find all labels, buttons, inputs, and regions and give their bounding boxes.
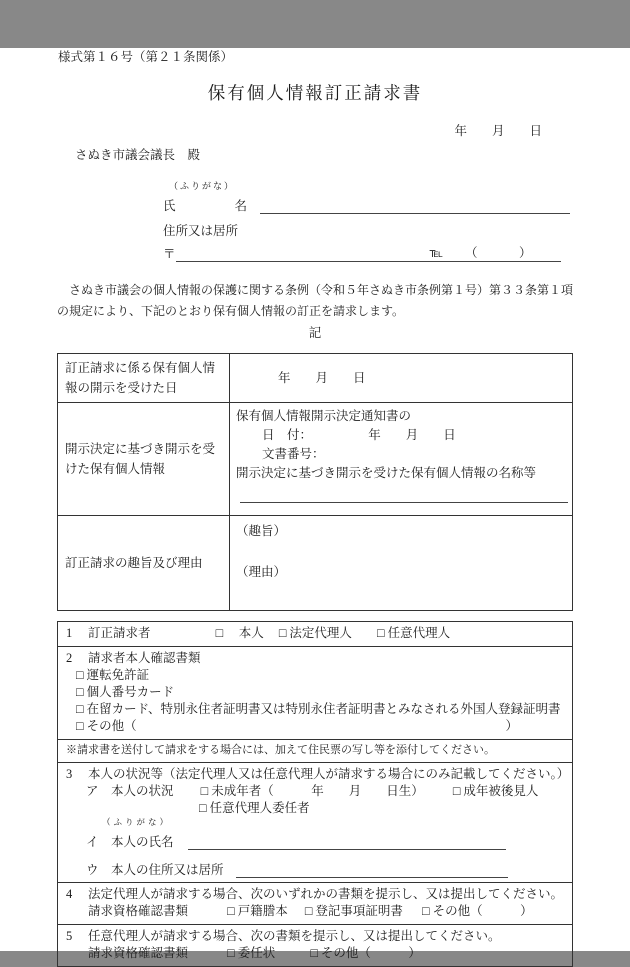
checkbox-untenmenkyosho[interactable]: □ — [76, 668, 84, 682]
table-row-voluntary-rep-docs — [58, 925, 573, 967]
checkbox-houtei-dairinin[interactable]: □ — [278, 626, 287, 640]
principal-address-write-line[interactable] — [236, 860, 508, 878]
principal-status-title — [66, 766, 570, 783]
item-number: 2 — [66, 651, 73, 665]
row-label: 訂正請求に係る保有個人情報の開示を受けた日 — [58, 354, 230, 403]
item-number: 3 — [66, 767, 73, 781]
checkbox-ininjo[interactable]: □ — [227, 946, 235, 960]
principal-name-row — [86, 828, 564, 850]
option-label: 本人 — [226, 626, 264, 640]
identity-docs-cell — [58, 647, 573, 740]
legal-rep-title — [66, 886, 564, 903]
option-label: その他（ — [86, 719, 137, 733]
checkbox-kojinbango-card[interactable]: □ — [76, 685, 84, 699]
option-sonota-4 — [422, 903, 533, 920]
item-title: 請求者本人確認書類 — [88, 651, 201, 665]
principal-status-cell — [58, 763, 573, 883]
docs-label: 請求資格確認書類 — [88, 946, 189, 960]
voluntary-rep-docs-cell — [58, 925, 573, 967]
item-number: 1 — [66, 626, 73, 640]
checkbox-sonota-5[interactable]: □ — [310, 946, 318, 960]
item-number: 5 — [66, 929, 73, 943]
disclosure-date-write-area[interactable]: 年 月 日 — [230, 354, 573, 403]
option-label: その他（ ） — [432, 904, 533, 918]
option-label: 任意代理人 — [387, 626, 451, 640]
option-label: 委任状 — [237, 946, 276, 960]
disclosed-name-write-line[interactable] — [240, 485, 568, 503]
gist-write-area[interactable]: （趣旨） — [236, 524, 287, 538]
option-label: 任意代理人委任者 — [209, 801, 310, 815]
option-label: その他（ ） — [320, 946, 421, 960]
page-title: 保有個人情報訂正請求書 — [207, 83, 423, 103]
date-blank-line: 年 月 日 — [454, 124, 542, 138]
item-number: 4 — [66, 887, 73, 901]
checkbox-miseinensha[interactable]: □ — [200, 784, 209, 798]
principal-status-options — [86, 783, 564, 800]
option-kojinbango-card — [76, 684, 564, 701]
sub-a-label: ア 本人の状況 — [86, 784, 174, 798]
form-number: 様式第１６号（第２１条関係） — [58, 50, 234, 64]
sub-u-label: ウ 本人の住所又は居所 — [86, 863, 224, 877]
option-label: 運転免許証 — [86, 668, 150, 682]
option-houtei-dairinin — [279, 625, 352, 642]
voluntary-rep-title — [66, 928, 564, 945]
item-title: 訂正請求者 — [88, 626, 151, 640]
option-label: 在留カード、特別永住者証明書又は特別永住者証明書とみなされる外国人登録証明書 — [86, 702, 561, 716]
docs-label: 請求資格確認書類 — [88, 904, 189, 918]
principal-address-row — [86, 856, 564, 878]
mailing-note-cell — [58, 740, 573, 763]
table-row-disclosure-date — [58, 354, 573, 403]
table-row-identity-docs — [58, 647, 573, 740]
intro-line-1: さぬき市議会の個人情報の保護に関する条例（令和５年さぬき市条例第１号）第３３条第１項 — [57, 283, 574, 297]
sub-i-label: イ 本人の氏名 — [86, 835, 174, 849]
tel-write-area[interactable]: （ ） — [465, 246, 533, 260]
option-honnin — [216, 625, 264, 642]
identity-docs-title — [66, 650, 564, 667]
table-row-principal-status — [58, 763, 573, 883]
option-untenmenkyosho — [76, 667, 564, 684]
intro-paragraph — [57, 280, 573, 322]
name-label — [163, 196, 247, 214]
checkbox-seinen-hikokennin[interactable]: □ — [452, 784, 461, 798]
disclosed-info-cell — [230, 403, 573, 516]
address-label: 住所又は居所 — [163, 224, 239, 238]
doc-number-write-area[interactable]: 文書番号： — [262, 447, 325, 461]
name-char-first: 氏 — [163, 199, 176, 213]
row-label: 開示決定に基づき開示を受けた保有個人情報 — [58, 403, 230, 516]
checkbox-kosekitohon[interactable]: □ — [227, 904, 235, 918]
option-tokijiko-shomeisho — [305, 903, 403, 920]
ki-heading: 記 — [308, 326, 322, 340]
furigana-label: （ふりがな） — [102, 817, 172, 827]
postal-mark: 〒 — [163, 247, 176, 261]
option-sonota-2 — [76, 718, 564, 735]
mailing-note: ※請求書を送付して請求をする場合には、加えて住民票の写し等を添付してください。 — [66, 744, 495, 756]
purpose-reason-cell — [230, 516, 573, 611]
option-miseinensha — [201, 783, 424, 800]
option-label: 個人番号カード — [86, 685, 175, 699]
option-zairyu-card — [76, 701, 564, 718]
option-label: 法定代理人 — [289, 626, 352, 640]
sonota-close-paren: ） — [505, 719, 518, 733]
checkbox-sonota-2[interactable]: □ — [76, 719, 84, 733]
requester-cell — [58, 622, 573, 647]
checkbox-honnin[interactable]: □ — [215, 626, 224, 640]
row-label: 訂正請求の趣旨及び理由 — [58, 516, 230, 611]
disclosed-name-label: 開示決定に基づき開示を受けた保有個人情報の名称等 — [236, 466, 537, 480]
voluntary-rep-options — [88, 945, 564, 962]
legal-rep-options — [88, 903, 564, 920]
checkbox-zairyu-card[interactable]: □ — [76, 702, 84, 716]
request-info-table — [57, 353, 573, 611]
applicant-block — [163, 180, 630, 262]
item-title: 本人の状況等（法定代理人又は任意代理人が請求する場合にのみ記載してください。） — [88, 767, 570, 781]
option-label: 登記事項証明書 — [315, 904, 403, 918]
item-title: 任意代理人が請求する場合、次の書類を提示し、又は提出してください。 — [88, 929, 501, 943]
name-field-row — [163, 192, 630, 214]
option-label: 未成年者（ 年 月 日生） — [211, 784, 424, 798]
option-label: 成年被後見人 — [463, 784, 539, 798]
item-title: 法定代理人が請求する場合、次のいずれかの書類を提示し、又は提出してください。 — [88, 887, 564, 901]
option-ininjo — [227, 945, 275, 962]
option-sonota-5 — [310, 945, 421, 962]
legal-rep-docs-cell — [58, 883, 573, 925]
name-char-last: 名 — [234, 199, 247, 213]
option-kosekitohon — [227, 903, 288, 920]
intro-line-2: の規定により、下記のとおり保有個人情報の訂正を請求します。 — [57, 304, 405, 318]
addressee-line: さぬき市議会議長 殿 — [75, 148, 201, 162]
name-write-line[interactable] — [260, 196, 570, 214]
form-page — [0, 48, 630, 960]
checkbox-tokijiko-shomeisho[interactable]: □ — [304, 904, 313, 918]
requester-line — [66, 625, 564, 642]
principal-name-write-line[interactable] — [188, 832, 506, 850]
table-row-purpose-reason — [58, 516, 573, 611]
tel-label: ℡ — [429, 246, 443, 260]
option-label: 戸籍謄本 — [237, 904, 288, 918]
table-row-requester — [58, 622, 573, 647]
address-write-line[interactable] — [176, 244, 561, 262]
reason-write-area[interactable]: （理由） — [236, 565, 287, 579]
requester-details-table — [57, 621, 573, 967]
checkbox-sonota-4[interactable]: □ — [422, 904, 430, 918]
option-seinen-hikokennin — [453, 783, 539, 800]
option-nini-dairinin-ininsha — [199, 800, 564, 817]
notice-doc-line: 保有個人情報開示決定通知書の — [236, 409, 412, 423]
address-field-row — [163, 240, 630, 262]
checkbox-nini-dairinin-ininsha[interactable]: □ — [199, 801, 207, 815]
furigana-label: （ふりがな） — [169, 181, 236, 191]
option-nini-dairinin — [377, 625, 450, 642]
table-row-disclosed-info — [58, 403, 573, 516]
sonota-write-area[interactable] — [137, 718, 506, 735]
checkbox-nini-dairinin[interactable]: □ — [377, 626, 385, 640]
table-row-mailing-note — [58, 740, 573, 763]
table-row-legal-rep-docs — [58, 883, 573, 925]
notice-date-write-area[interactable]: 日 付： 年 月 日 — [262, 428, 456, 442]
